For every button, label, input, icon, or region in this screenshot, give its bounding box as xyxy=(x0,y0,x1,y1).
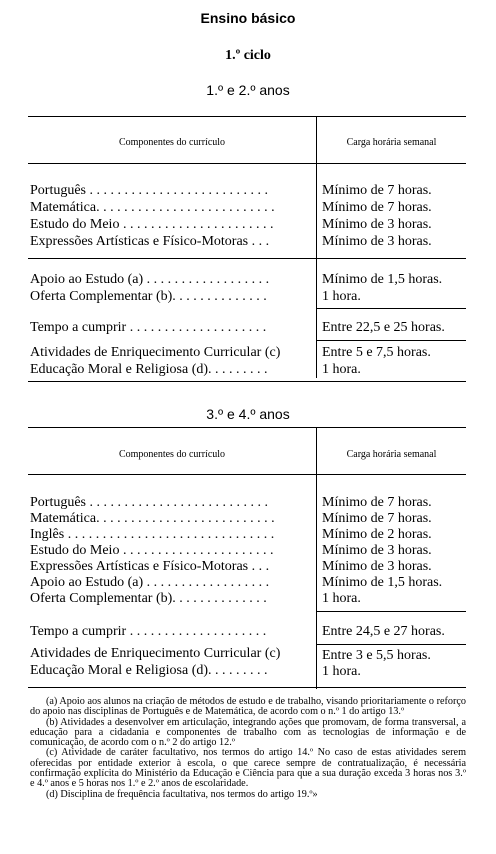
document-title: Ensino básico xyxy=(200,10,296,26)
table1-total-rule-top xyxy=(317,308,466,309)
cycle-heading: 1.º ciclo xyxy=(225,48,271,63)
table-row-label: Português . . . . . . . . . . . . . . . . . . . . . . . . . . xyxy=(30,183,268,198)
table2-total-rule-bottom xyxy=(317,644,466,645)
table2-header-hours: Carga horária semanal xyxy=(346,449,437,460)
table-row-label: Estudo do Meio . . . . . . . . . . . . . . . . . . . . . . xyxy=(30,217,274,232)
table-row-label: Educação Moral e Religiosa (d). . . . . . . . . xyxy=(30,362,268,377)
table-row-value: Mínimo de 3 horas. xyxy=(322,543,432,558)
table-row-value: 1 hora. xyxy=(322,289,361,304)
table2-years-heading: 3.º e 4.º anos xyxy=(206,406,290,422)
table1-column-divider xyxy=(316,116,317,378)
table-row-label: Tempo a cumprir . . . . . . . . . . . . . . . . . . . . xyxy=(30,320,267,335)
table-row-value: 1 hora. xyxy=(322,591,361,606)
table-row-value: Mínimo de 7 horas. xyxy=(322,183,432,198)
table-row-label: Tempo a cumprir . . . . . . . . . . . . . . . . . . . . xyxy=(30,624,267,639)
footnote-c: (c) Atividade de caráter facultativo, nos termos do artigo 14.º No caso de estas atividades serem oferecidas por entidade exterior à escola, o que carece sempre de contratualização, é necessária confirmação explícita do Ministério da Educação e Ciência para que a sua duração exceda 3 horas nos 3.º e 4.º anos e 5 horas nos 1.º e 2.º anos de escolaridade. xyxy=(30,747,466,790)
table2-column-divider xyxy=(316,427,317,689)
table-row-label: Atividades de Enriquecimento Curricular (c) xyxy=(30,345,281,360)
table-row-label: Oferta Complementar (b). . . . . . . . . . . . . . xyxy=(30,591,267,606)
table1-header-rule xyxy=(28,163,466,164)
table1-bottom-rule xyxy=(28,381,466,382)
table-row-label: Português . . . . . . . . . . . . . . . . . . . . . . . . . . xyxy=(30,495,268,510)
table-row-label: Matemática. . . . . . . . . . . . . . . . . . . . . . . . . . xyxy=(30,200,275,215)
table2-bottom-rule xyxy=(28,687,466,688)
table1-years-heading: 1.º e 2.º anos xyxy=(206,82,290,98)
table-row-value: Entre 5 e 7,5 horas. xyxy=(322,345,431,360)
table-row-label: Matemática. . . . . . . . . . . . . . . . . . . . . . . . . . xyxy=(30,511,275,526)
table1-header-components: Componentes do currículo xyxy=(118,137,226,148)
table-row-value: Mínimo de 3 horas. xyxy=(322,559,432,574)
table-row-label: Atividades de Enriquecimento Curricular (c) xyxy=(30,646,281,661)
table2-header-components: Componentes do currículo xyxy=(118,449,226,460)
footnotes xyxy=(30,697,466,800)
table-row-value: Entre 3 e 5,5 horas. xyxy=(322,648,431,663)
table-row-value: Mínimo de 2 horas. xyxy=(322,527,432,542)
table-row-value: Mínimo de 1,5 horas. xyxy=(322,272,443,287)
table-row-label: Expressões Artísticas e Físico-Motoras . . . xyxy=(30,234,270,249)
table-row-value: Entre 22,5 e 25 horas. xyxy=(322,320,445,335)
table-row-label: Apoio ao Estudo (a) . . . . . . . . . . . . . . . . . . xyxy=(30,272,270,287)
table-row-value: 1 hora. xyxy=(322,664,361,679)
table-row-label: Educação Moral e Religiosa (d). . . . . . . . . xyxy=(30,663,268,678)
table1-total-rule-bottom xyxy=(317,340,466,341)
table-row-value: Mínimo de 3 horas. xyxy=(322,234,432,249)
table1-top-rule xyxy=(28,116,466,117)
table1-section-rule xyxy=(28,258,466,259)
table-row-value: Entre 24,5 e 27 horas. xyxy=(322,624,445,639)
table-row-value: Mínimo de 7 horas. xyxy=(322,495,432,510)
table2-total-rule-top xyxy=(317,611,466,612)
table-row-label: Inglês . . . . . . . . . . . . . . . . . . . . . . . . . . . . . . xyxy=(30,527,275,542)
footnote-a: (a) Apoio aos alunos na criação de métodos de estudo e de trabalho, visando prioritariamente o reforço do apoio nas disciplinas de Português e de Matemática, de acordo com o n.º 1 do artigo 13.º xyxy=(30,696,466,718)
table2-header-rule xyxy=(28,474,466,475)
table-row-label: Oferta Complementar (b). . . . . . . . . . . . . . xyxy=(30,289,267,304)
table-row-value: Mínimo de 3 horas. xyxy=(322,217,432,232)
table-row-value: Mínimo de 7 horas. xyxy=(322,200,432,215)
table1-header-hours: Carga horária semanal xyxy=(346,137,437,148)
table-row-value: Mínimo de 1,5 horas. xyxy=(322,575,443,590)
footnote-d: (d) Disciplina de frequência facultativa, nos termos do artigo 19.º» xyxy=(46,788,318,800)
table2-top-rule xyxy=(28,427,466,428)
table-row-label: Expressões Artísticas e Físico-Motoras . . . xyxy=(30,559,270,574)
table-row-label: Estudo do Meio . . . . . . . . . . . . . . . . . . . . . . xyxy=(30,543,274,558)
table-row-label: Apoio ao Estudo (a) . . . . . . . . . . . . . . . . . . xyxy=(30,575,270,590)
table-row-value: 1 hora. xyxy=(322,362,361,377)
footnote-b: (b) Atividades a desenvolver em articulação, integrando ações que promovam, de forma transversal, a educação para a cidadania e componentes de trabalho com as tecnologias de informação e de comunicação, de acordo com o n.º 2 do artigo 12.º xyxy=(30,716,466,749)
table-row-value: Mínimo de 7 horas. xyxy=(322,511,432,526)
